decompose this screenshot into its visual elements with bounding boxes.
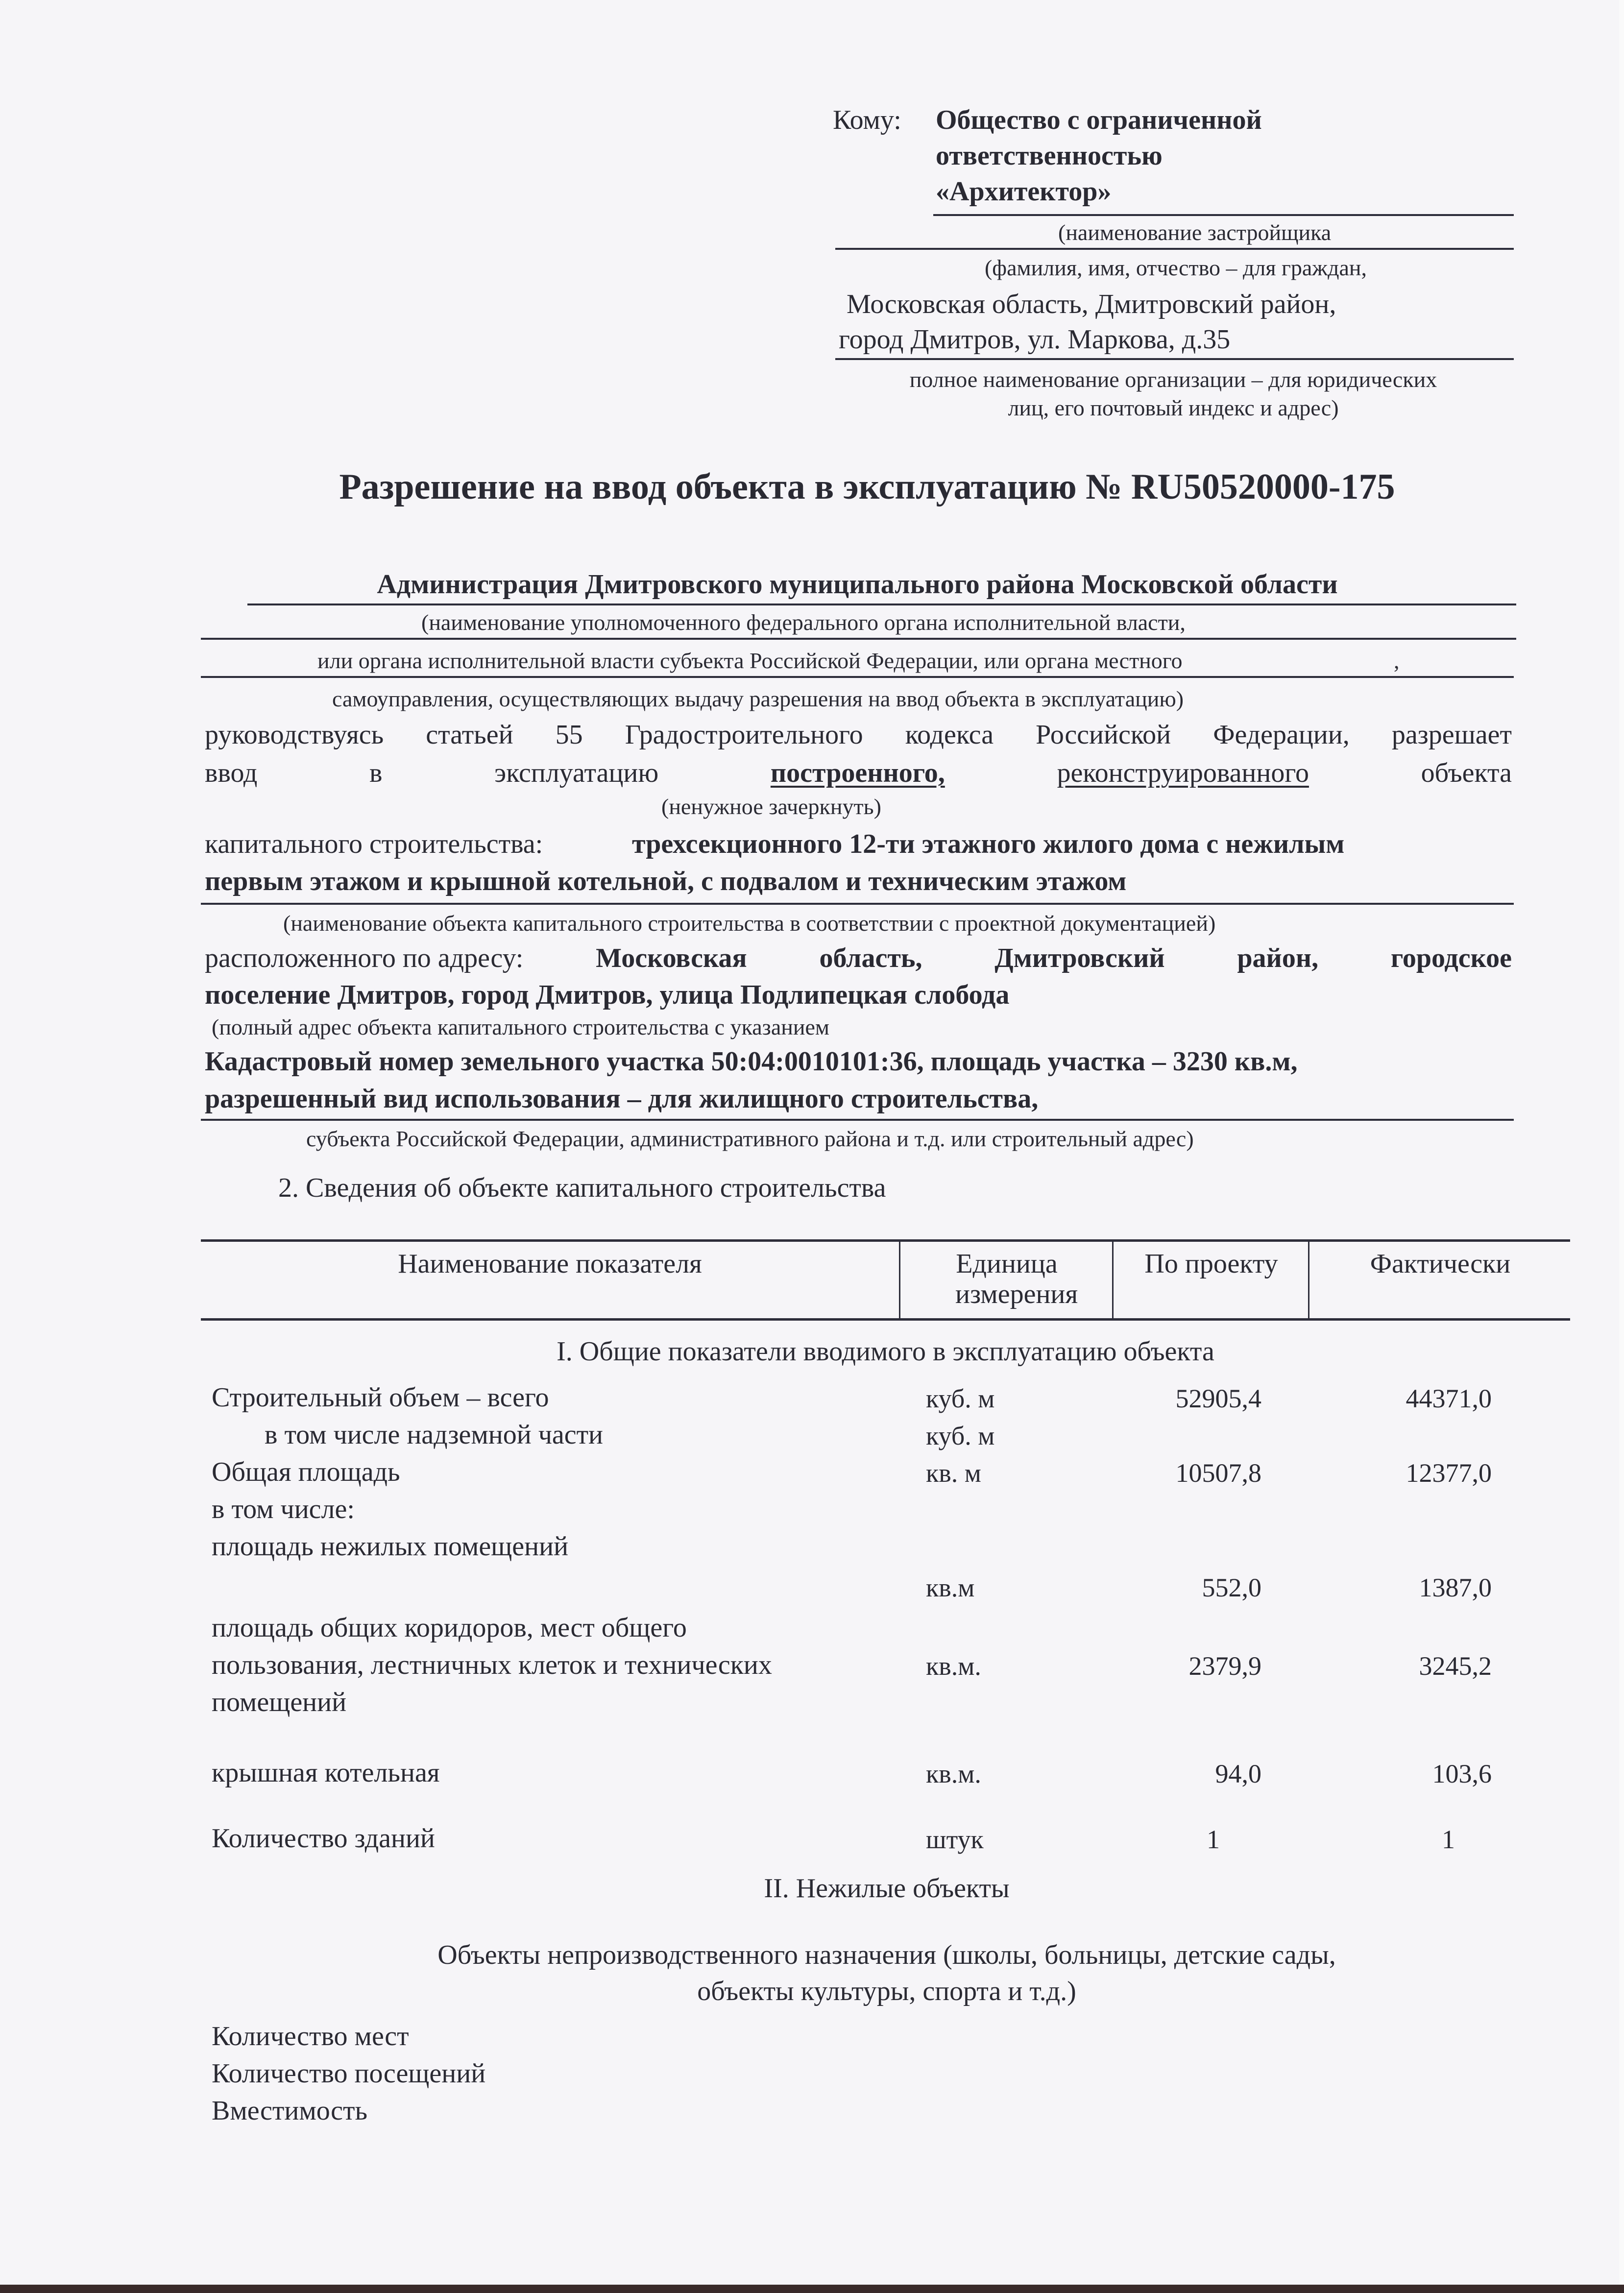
- scan-edge-right: [1619, 0, 1624, 2293]
- strike-caption: (ненужное зачеркнуть): [661, 794, 881, 819]
- object-name-line-1: трехсекционного 12-ти этажного жилого дома с нежилым: [632, 829, 1345, 859]
- row-unit: кв.м: [926, 1573, 975, 1602]
- cadastral-line-2: разрешенный вид использования – для жилищного строительства,: [205, 1084, 1039, 1114]
- row-project-value: 10507,8: [1175, 1458, 1261, 1488]
- body-word: в: [369, 758, 383, 788]
- cadastral-rule: [201, 1119, 1514, 1121]
- body-word: 55: [555, 720, 583, 750]
- authority-caption-2: или органа исполнительной власти субъекта Российской Федерации, или органа местного: [317, 648, 1183, 673]
- authority-name: Администрация Дмитровского муниципального района Московской области: [377, 569, 1338, 600]
- column-header-name: Наименование показателя: [398, 1249, 702, 1279]
- authority-caption-2-rule: [201, 676, 1514, 678]
- row-actual-value: 3245,2: [1419, 1651, 1492, 1681]
- row-project-value: 1: [1207, 1825, 1220, 1854]
- cadastral-line-1: Кадастровый номер земельного участка 50:04:0010101:36, площадь участка – 3230 кв.м,: [205, 1046, 1298, 1077]
- row-unit: кв.м.: [926, 1651, 981, 1681]
- object-caption: (наименование объекта капитального строительства в соответствии с проектной документацией): [283, 911, 1216, 936]
- row-project-value: 552,0: [1202, 1573, 1261, 1602]
- scan-edge-bottom: [0, 2285, 1624, 2293]
- group2-row-label: Вместимость: [212, 2096, 368, 2126]
- body-line-1: [205, 719, 1512, 750]
- address-prefix: расположенного по адресу:: [205, 943, 524, 973]
- address-word: городское: [1390, 943, 1512, 973]
- recipient-name-line-1: Общество с ограниченной: [936, 105, 1262, 135]
- row-project-value: 94,0: [1215, 1759, 1261, 1788]
- recipient-address-line-2: город Дмитров, ул. Маркова, д.35: [839, 324, 1231, 355]
- recipient-label: Кому:: [833, 105, 901, 135]
- row-label: Количество зданий: [212, 1823, 435, 1854]
- row-unit: кв.м.: [926, 1759, 981, 1788]
- group2-row-label: Количество мест: [212, 2021, 409, 2052]
- row-label: Строительный объем – всего: [212, 1382, 549, 1413]
- row-label: площадь нежилых помещений: [212, 1531, 569, 1562]
- row-label: Общая площадь: [212, 1457, 400, 1487]
- object-name-line-2: первым этажом и крышной котельной, с подвалом и техническим этажом: [205, 866, 1127, 896]
- authority-name-rule: [247, 603, 1516, 605]
- recipient-name-rule: [933, 214, 1514, 216]
- address-line-1: [205, 942, 1512, 974]
- row-label-line: помещений: [212, 1687, 347, 1717]
- caption-developer-rule: [835, 248, 1514, 250]
- address-word: область,: [819, 943, 922, 973]
- row-actual-value: 1387,0: [1419, 1573, 1492, 1602]
- row-label-line: пользования, лестничных клеток и технических: [212, 1650, 772, 1680]
- caption-org-line-1: полное наименование организации – для юридических: [909, 367, 1437, 392]
- group2-title: II. Нежилые объекты: [764, 1873, 1010, 1904]
- row-unit: куб. м: [926, 1384, 995, 1413]
- row-actual-value: 44371,0: [1406, 1384, 1492, 1413]
- authority-caption-1-rule: [201, 638, 1516, 640]
- option-reconstructed: реконструированного: [1057, 758, 1309, 788]
- body-word: Федерации,: [1213, 720, 1350, 750]
- group2-subtitle-line-1: Объекты непроизводственного назначения (школы, больницы, детские сады,: [437, 1940, 1336, 1970]
- row-unit: кв. м: [926, 1458, 981, 1488]
- row-label: в том числе надземной части: [265, 1420, 604, 1450]
- authority-caption-3: самоуправления, осуществляющих выдачу разрешения на ввод объекта в эксплуатацию): [332, 686, 1184, 711]
- column-header-actual: Фактически: [1370, 1249, 1511, 1279]
- body-line-2: [205, 757, 1512, 789]
- row-project-value: 52905,4: [1175, 1384, 1261, 1413]
- caption-org-line-2: лиц, его почтовый индекс и адрес): [1008, 395, 1339, 420]
- body-word: руководствуясь: [205, 720, 384, 750]
- authority-caption-1: (наименование уполномоченного федерального органа исполнительной власти,: [421, 610, 1186, 635]
- row-actual-value: 103,6: [1432, 1759, 1492, 1788]
- column-divider: [1308, 1242, 1309, 1318]
- body-word: статьей: [426, 720, 513, 750]
- authority-caption-2-comma: ,: [1394, 648, 1400, 673]
- body-word: кодекса: [905, 720, 994, 750]
- address-word: Московская: [596, 943, 747, 973]
- body-word: эксплуатацию: [494, 758, 659, 788]
- indicators-table-header: [201, 1239, 1570, 1321]
- address-caption-2: субъекта Российской Федерации, административного района и т.д. или строительный адрес): [306, 1126, 1194, 1151]
- row-actual-value: 1: [1442, 1825, 1455, 1854]
- row-actual-value: 12377,0: [1406, 1458, 1492, 1488]
- group2-row-label: Количество посещений: [212, 2058, 486, 2089]
- section2-heading: 2. Сведения об объекте капитального строительства: [278, 1173, 886, 1203]
- body-word: Градостроительного: [625, 720, 863, 750]
- caption-person: (фамилия, имя, отчество – для граждан,: [984, 255, 1367, 280]
- address-caption: (полный адрес объекта капитального строительства с указанием: [212, 1014, 830, 1039]
- recipient-address-rule: [835, 358, 1514, 360]
- body-word: Российской: [1036, 720, 1171, 750]
- recipient-name-line-3: «Архитектор»: [936, 176, 1112, 207]
- body-word: разрешает: [1391, 720, 1512, 750]
- column-header-unit: Единица измерения: [955, 1249, 1078, 1309]
- row-label: крышная котельная: [212, 1758, 440, 1788]
- row-label: в том числе:: [212, 1494, 355, 1524]
- object-name-rule: [201, 903, 1514, 905]
- address-line-2: поселение Дмитров, город Дмитров, улица Подлипецкая слобода: [205, 980, 1010, 1010]
- recipient-address-line-1: Московская область, Дмитровский район,: [847, 289, 1336, 319]
- column-divider: [1112, 1242, 1114, 1318]
- column-header-project: По проекту: [1144, 1249, 1278, 1279]
- caption-developer: (наименование застройщика: [1058, 220, 1332, 245]
- row-unit: куб. м: [926, 1421, 995, 1450]
- group2-subtitle-line-2: объекты культуры, спорта и т.д.): [697, 1976, 1076, 2006]
- page-title: Разрешение на ввод объекта в эксплуатацию № RU50520000-175: [339, 467, 1395, 507]
- row-unit: штук: [926, 1825, 984, 1854]
- row-label-line: площадь общих коридоров, мест общего: [212, 1613, 687, 1643]
- body-word: ввод: [205, 758, 258, 788]
- group1-title: I. Общие показатели вводимого в эксплуатацию объекта: [557, 1336, 1214, 1367]
- column-divider: [899, 1242, 900, 1318]
- address-word: Дмитровский: [994, 943, 1165, 973]
- object-prefix: капитального строительства:: [205, 829, 543, 859]
- body-word: объекта: [1421, 758, 1512, 788]
- option-built: построенного,: [770, 758, 945, 788]
- address-word: район,: [1237, 943, 1319, 973]
- row-project-value: 2379,9: [1188, 1651, 1261, 1681]
- recipient-name-line-2: ответственностью: [936, 141, 1163, 171]
